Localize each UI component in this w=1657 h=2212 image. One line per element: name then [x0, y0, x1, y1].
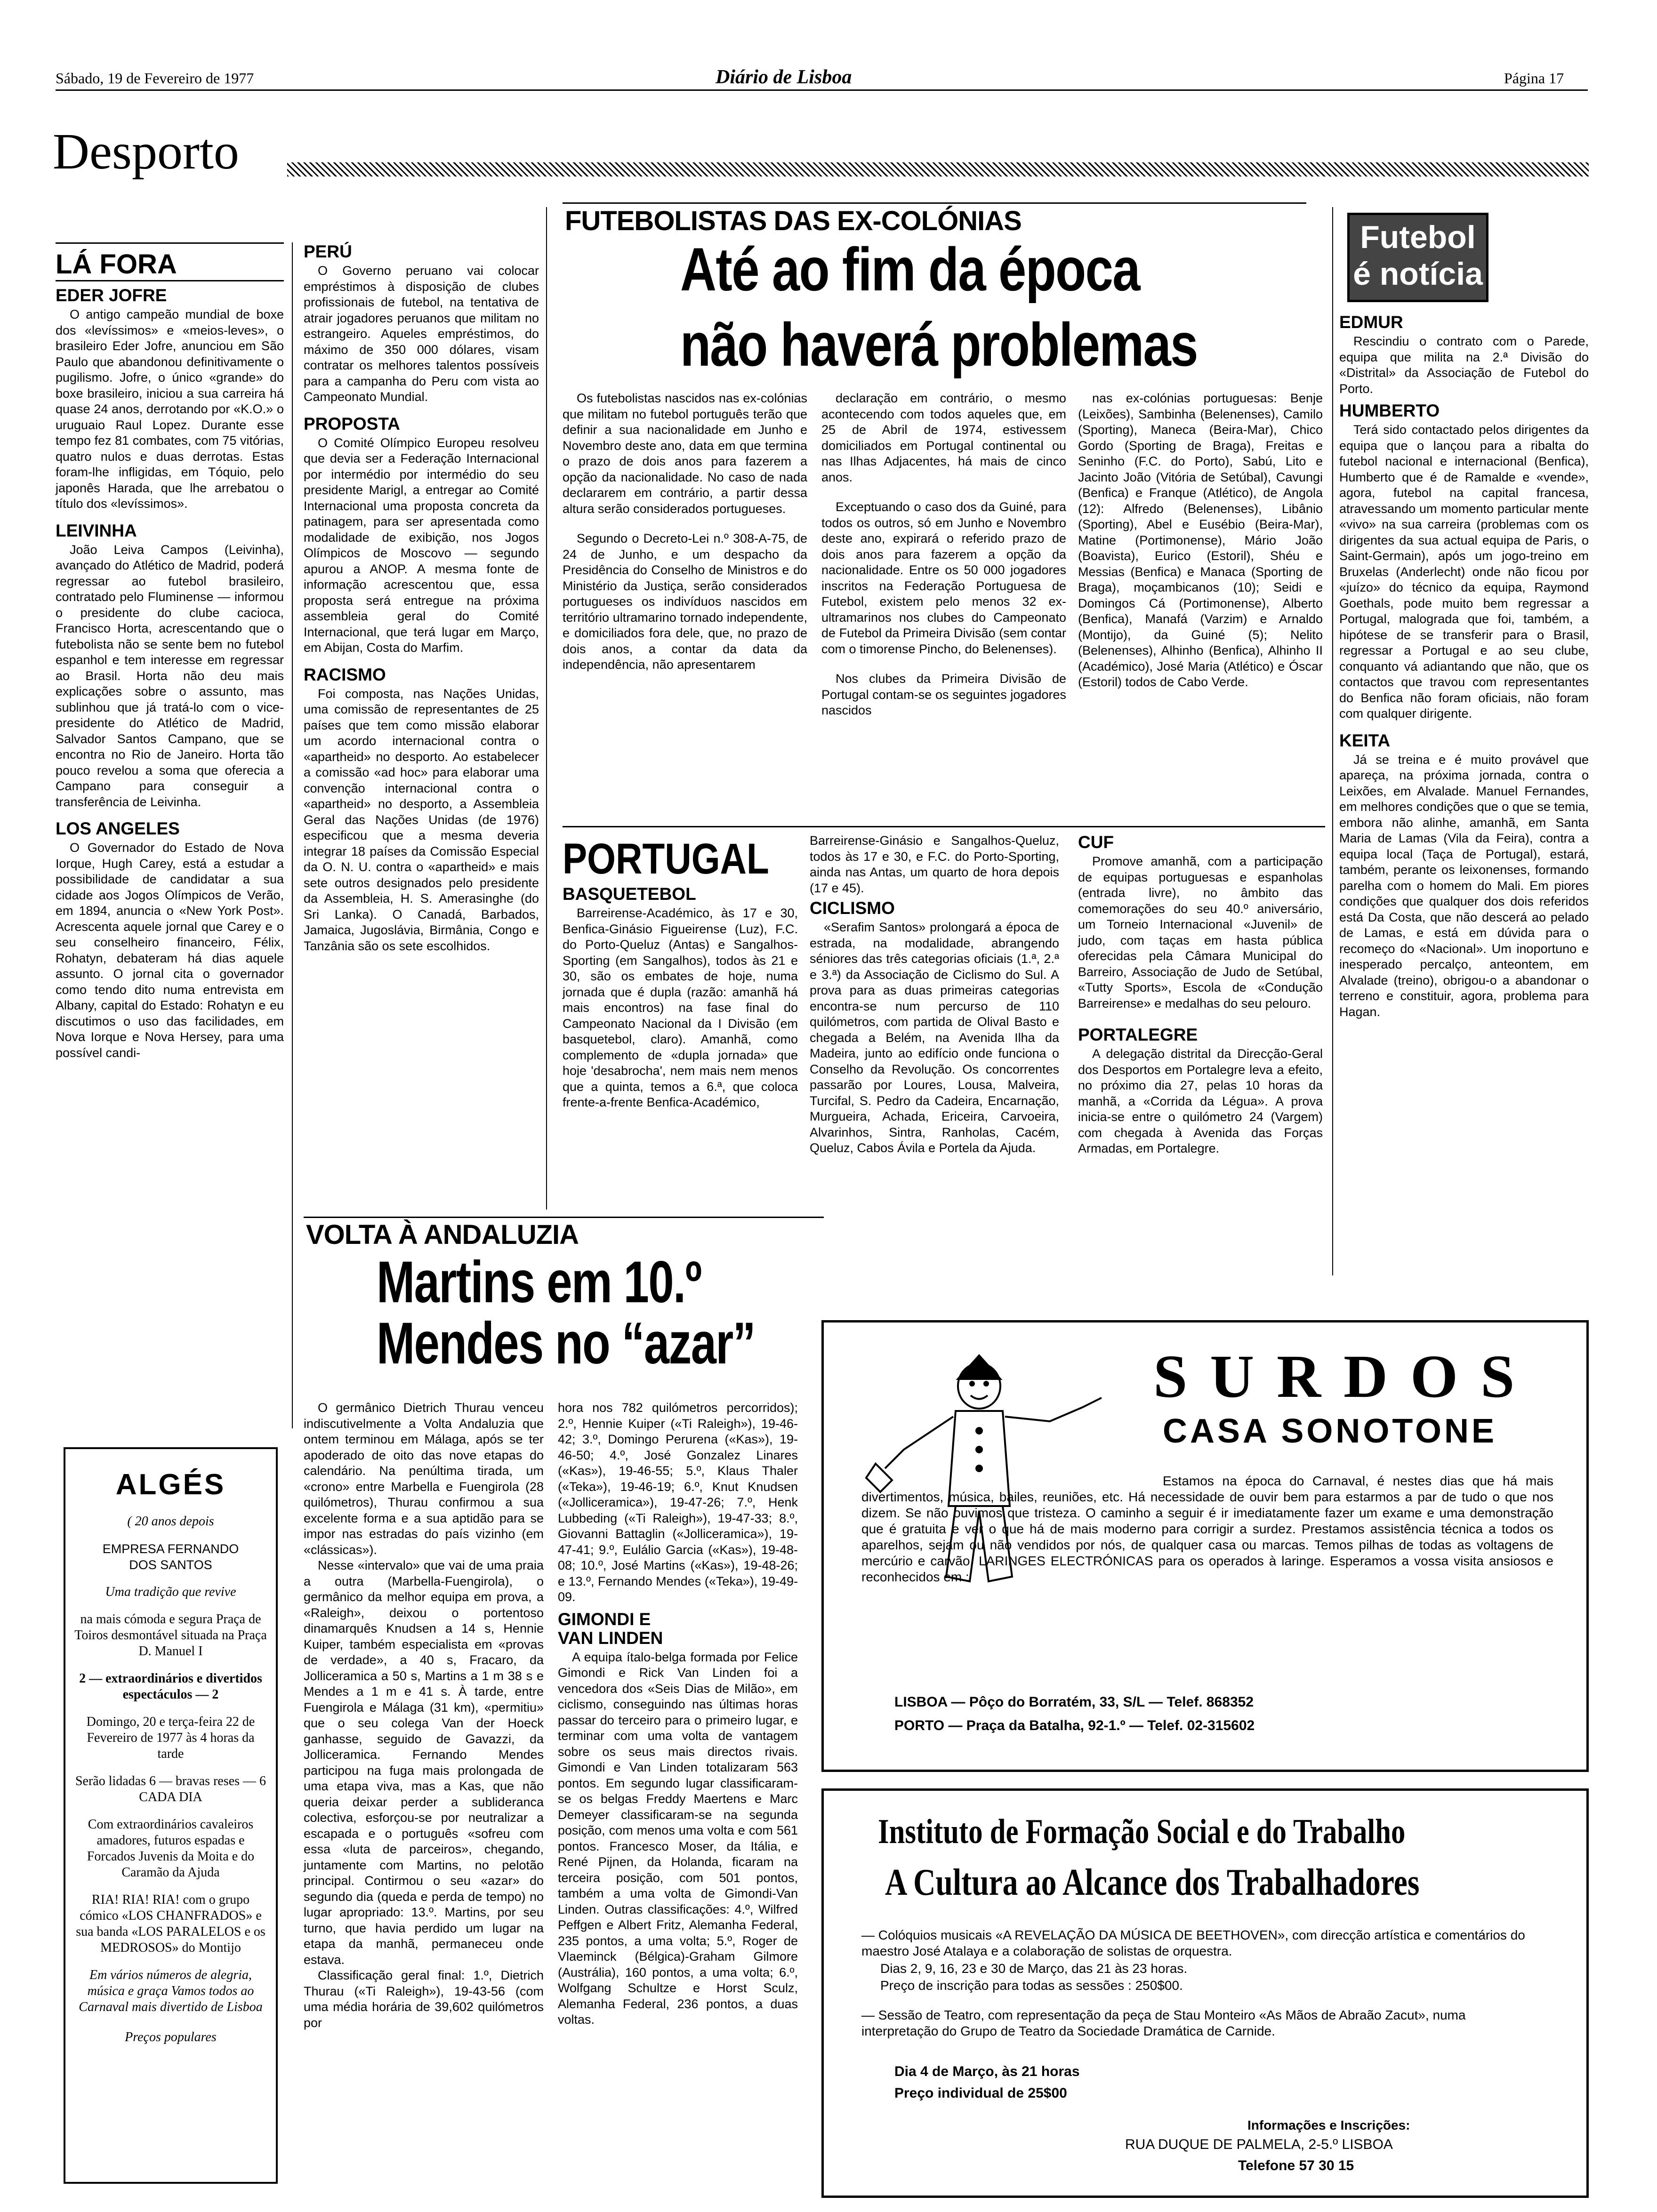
excol-headline-2: não haverá problemas: [680, 310, 1198, 379]
issue-date: Sábado, 19 de Fevereiro de 1977: [56, 70, 254, 87]
angeles-head: LOS ANGELES: [56, 819, 180, 838]
edmur-head: EDMUR: [1339, 313, 1403, 332]
section-hatch: [287, 162, 1589, 176]
eder-body: O antigo campeão mundial de boxe dos «levíssimos» e «meios-leves», o brasileiro Eder Jofre, anunciou em São Paulo que abandonou definitivamente o pugilismo. Jofre, o único «grande» do boxe brasileiro, iniciou a sua carreira há quase 24 anos, derrotando por «K.O.» o uruguaio Raul Lopez. Durante esse tempo fez 81 combates, com 75 vitórias, quatro nulos e duas derrotas. Estas foram-lhe infligidas, em Tóquio, pelo japonês Harada, que lhe arrebatou o título dos «levíssimos».: [56, 307, 284, 511]
proposta-body: O Comité Olímpico Europeu resolveu que devia ser a Federação Internacional por intermédio por intermédio do seu presidente Marigl, a entregar ao Comité Internacional uma proposta concreta da patinagem, para ser apresentada como modalidade de exibição, nos Jogos Olímpicos de Moscovo — segundo apurou a ANOP. A mesma fonte de informação acrescentou que, essa proposta será entregue na próxima assembleia geral do Comité Internacional, que terá lugar em Março, em Abijan, Costa do Marfim.: [304, 435, 539, 655]
alges-praca: na mais cómoda e segura Praça de Toiros desmontável situada na Praça D. Manuel I: [74, 1612, 267, 1659]
alges-anos: ( 20 anos depois: [127, 1514, 214, 1529]
surdos-subtitle: CASA SONOTONE: [1163, 1412, 1497, 1450]
futebol-box-line2: é notícia: [1353, 256, 1483, 292]
andaluzia-col1: O germânico Dietrich Thurau venceu indiscutivelmente a Volta Andaluzia que ontem terminou em Málaga, após se ter apoderado de oito das nove etapas do calendário. Na penúltima tirada, um «crono» entre Marbella e Fuengirola (28 quilómetros), Thurau confirmou a sua excelente forma e a sua aptidão para se impor nas estradas do país vizinho (em «clássicas»). Nesse «intervalo» que vai de uma praia a outra (Marbella-Fuengirola), o germânico da melhor equipa em prova, a «Raleigh», deixou o portentoso dinamarquês Knudsen a 14 s, Hennie Kuiper, também especialista em «provas de verdade», a 40 s, Fracaro, da Jolliceramica a 50 s, Martins a 1 m 38 s e Mendes a 1 m e 41 s. À tarde, entre Fuengirola e Málaga (31 km), «permitiu» que o seu colega Van der Hoeck ganhasse, seguido de Gavazzi, da Jolliceramica. Fernando Mendes participou na fuga mais prolongada de uma etapa viva, mas a Kas, que não queria deixar perder a sublideranca colectiva, esforçou-se por neutralizar a escapada e o português «sofreu com essa «luta de parceiros», chegando, juntamente com Martins, no pelotão principal. Contirmou o seu «azar» do segundo dia (queda e perda de tempo) no lugar apropriado: 13.º. Martins, por seu turno, que havia perdido um lugar na etapa da manhã, permaneceu onde estava. Classificação geral final: 1.º, Dietrich Thurau («Ti Raleigh»), 19-43-56 (com uma média horária de 39,602 quilómetros por: [304, 1401, 544, 2030]
instituto-item2-price: Preço individual de 25$00: [894, 2085, 1067, 2101]
instituto-phone: Telefone 57 30 15: [1238, 2158, 1354, 2173]
section-title: Desporto: [53, 124, 239, 180]
gimondi-body: A equipa ítalo-belga formada por Felice Gimondi e Rick Van Linden foi a vencedora dos «Seis Dias de Milão», em ciclismo, conseguindo nas últimas horas passar do terceiro para o primeiro lugar, e terminar com uma volta de vantagem sobre os seus mais directos rivais. Gimondi e Van Linden totalizaram 563 pontos. Em segundo lugar classificaram-se os belgas Freddy Maertens e Marc Demeyer classificaram-se na segunda posição, com menos uma volta e com 561 pontos. Francesco Moser, da Itália, e René Pijnen, da Holanda, ficaram na terceira posição, com 501 pontos, também a uma volta de Gimondi-Van Linden. Outras classificações: 4.º, Wilfred Peffgen e Albert Fritz, Alemanha Federal, 235 pontos, a uma volta; 5.º, Roger de Vlaeminck (Bélgica)-Graham Gilmore (Austrália), 160 pontos, a uma volta; 6.º, Wolfgang Schultze e Horst Sculz, Alemanha Federal, 236 pontos, a duas voltas.: [558, 1650, 798, 2027]
cuf-head: CUF: [1078, 833, 1114, 852]
portugal-title: PORTUGAL: [563, 835, 769, 883]
angeles-body: O Governador do Estado de Nova Iorque, Hugh Carey, está a estudar a possibilidade de candidatar a sua cidade aos Jogos Olímpicos de Verão, em 1894, anuncia o «New York Post». Acrescenta aquele jornal que Carey e o seu conselheiro financeiro, Félix, Rohatyn, debateram há dias aquele assunto. O jornal cita o governador como tendo dito numa entrevista em Albany, capital do Estado: Rohatyn e eu discutimos o uso das facilidades, em Nova Iorque e Nova Hersey, para uma possível candi-: [56, 841, 284, 1060]
alges-touros: Serão lidadas 6 — bravas reses — 6 CADA DIA: [75, 1774, 266, 1804]
instituto-item2-date: Dia 4 de Março, às 21 horas: [894, 2064, 1080, 2079]
humberto-head: HUMBERTO: [1339, 401, 1440, 420]
portugal-col1: [563, 885, 798, 1111]
racismo-body: Foi composta, nas Nações Unidas, uma comissão de representantes de 25 países que tem como missão elaborar um acordo internacional contra o «apartheid» no desporto. Ao estabelecer a comissão «ad hoc» para elaborar uma convenção internacional contra o «apartheid» no desporto, a Assembleia Geral das Nações Unidas (de 1976) especificou que a mesma deveria integrar 18 países da Comissão Especial da O. N. U. contra o «apartheid» e mais sete outros designados pelo presidente da Assembleia, H. S. Amerasinghe (do Sri Lanka). O Canadá, Barbados, Jamaica, Jugoslávia, Birmânia, Congo e Tanzânia são os sete escolhidos.: [304, 686, 539, 953]
alges-empresa: EMPRESA FERNANDO DOS SANTOS: [102, 1542, 239, 1572]
alges-tradicao: Uma tradição que revive: [105, 1585, 236, 1599]
la-fora-section: [56, 242, 284, 1061]
basquetebol-head: BASQUETEBOL: [563, 884, 696, 904]
instituto-item2: — Sessão de Teatro, com representação da peça de Stau Monteiro «As Mãos de Abraão Zacut», numa interpretação do Grupo de Teatro da Sociedade Dramática de Carnide.: [861, 2008, 1466, 2038]
alges-datas: Domingo, 20 e terça-feira 22 de Fevereiro de 1977 às 4 horas da tarde: [86, 1715, 255, 1761]
excol-col3: nas ex-colónias portuguesas: Benje (Leixões), Sambinha (Belenenses), Camilo (Sporting), Maneca (Beira-Mar), Chico Gordo (Sporting de Braga), Freitas e Seninho (F.C. do Porto), Sabú, Lito e Jacinto João (Vitória de Setúbal), Cavungi (Benfica) e Franque (Atlético), de Angola (12): Alfredo (Belenenses), Libânio (Sporting), Abel e Eusébio (Beira-Mar), Matine (Portimonense), Mário João (Boavista), Eurico (Estoril), Shéu e Messias (Benfica) e Manaca (Sporting de Braga), moçambicanos (10); Seidi e Domingos Cá (Portimonense), Alberto (Benfica), Manafá (Varzim) e Arnaldo (Montijo), da Guiné (5); Nelito (Belenenses), Alhinho (Benfica), Alhinho II (Académico), José Maria (Atlético) e Óscar (Estoril) todos de Cabo Verde.: [1078, 391, 1323, 689]
racismo-head: RACISMO: [304, 665, 386, 684]
peru-body: O Governo peruano vai colocar empréstimos à disposição de clubes profissionais de futebol, na tentativa de atrair jogadores peruanos que militam no estrangeiro. Aqueles empréstimos, do máximo de 350 000 dólares, visam contratar os melhores talentos possíveis para a campanha do Peru com vista ao Campeonato Mundial.: [304, 264, 539, 404]
andaluzia-headline-1: Martins em 10.º: [377, 1250, 701, 1315]
edmur-body: Rescindiu o contrato com o Parede, equipa que milita na 2.ª Divisão do «Distrital» da Associação de Futebol do Porto.: [1339, 334, 1589, 396]
keita-head: KEITA: [1339, 730, 1391, 750]
andaluzia-kicker: VOLTA À ANDALUZIA: [306, 1219, 579, 1250]
instituto-title-2: A Cultura ao Alcance dos Trabalhadores: [885, 1862, 1420, 1903]
andaluzia-col2: [558, 1400, 798, 2028]
surdos-body: Estamos na época do Carnaval, é nestes dias que há mais divertimentos, música, bailes, reuniões, etc. Há necessidade de ouvir bem para estarmos a par de tudo o que nos dizem. Se não ouvimos que tristeza. O caminho a seguir é ir imediatamente fazer um exame e uma demonstração que é gratuita e ver o que há de mais moderno para corrigir a surdez. Prestamos assistência técnica a todos os aparelhos, sejam ou não vendidos por nós, de qualquer casa ou marcas. Temos pilhas de todas as voltagens de mercúrio e carvão. LARINGES ELECTRÓNICAS para os operados à laringe. Esperamos a vossa visita ansiosos e reconhecidos em :: [861, 1474, 1553, 1584]
cuf-body: Promove amanhã, com a participação de equipas portuguesas e espanholas (entrada livre), no âmbito das comemorações do seu 40.º aniversário, um Torneio Internacional «Juvenil» de judo, com taças em hasta pública oferecidas pela Câmara Municipal do Barreiro, Associação de Judo de Setúbal, «Tutty Sports», Escola de «Condução Barreirense» e medalhas do seu pelouro.: [1078, 854, 1323, 1010]
surdos-porto: PORTO — Praça da Batalha, 92-1.º — Telef. 02-315602: [894, 1718, 1255, 1733]
humberto-body: Terá sido contactado pelos dirigentes da equipa que o lançou para a ribalta do futebol nacional e internacional (Benfica), Humberto que é de Ramalde e «vende», agora, futebol na capital francesa, atravessando um momento particular mente «vivo» na sua carreira (problemas com os dirigentes da sua actual equipa de Paris, o Saint-Germain), após um jogo-treino em Bruxelas (Anderlecht) onde não ficou por «juízo» do técnico da equipa, Raymond Goethals, pode muito bem regressar a Portugal, malograda que foi, também, a hipótese de se transferir para o Brasil, regressar a Portugal e ao seu clube, conquanto vá adiantando que não, que os contactos que travou com representantes do Benfica não foram oficiais, não foram com qualquer dirigente.: [1339, 423, 1589, 721]
basquetebol-body: Barreirense-Académico, às 17 e 30, Benfica-Ginásio Figueirense (Luz), F.C. do Porto-Queluz (Antas) e Sangalhos-Sporting (em Sangalhos), todos às 21 e 30, são os embates de hoje, numa jornada que é dupla (razão: amanhã há mais encontros) na fase final do Campeonato Nacional da I Divisão (em basquetebol, claro). Amanhã, como complemento de «dupla jornada» que hoje 'desabrocha', nem mais nem menos que a quinta, temos a 6.ª, que coloca frente-a-frente Benfica-Académico,: [563, 906, 798, 1109]
instituto-info: Informações e Inscrições:: [1247, 2118, 1410, 2132]
proposta-head: PROPOSTA: [304, 414, 400, 433]
instituto-item1-dates: Dias 2, 9, 16, 23 e 30 de Março, das 21 às 23 horas.: [880, 1961, 1188, 1976]
masthead-title: Diário de Lisboa: [716, 66, 852, 88]
ciclismo-body: «Serafim Santos» prolongará a época de estrada, na modalidade, abrangendo séniores das três categorias oficiais (1.ª, 2.ª e 3.ª) da Associação de Ciclismo do Sul. A prova para as duas primeiras categorias encontra-se num percurso de 110 quilómetros, com partida de Olival Basto e chegada a Belém, na Avenida Ilha da Madeira, junto ao edifício onde funciona o Conselho da Revolução. Os concorrentes passarão por Loures, Lousa, Malveira, Turcifal, S. Pedro da Cadeira, Encarnação, Murgueira, Achada, Ericeira, Carvoeira, Alvarinhos, Sintra, Ranholas, Cacém, Queluz, Cabos Ávila e Portela da Ajuda.: [810, 920, 1059, 1155]
keita-body: Já se treina e é muito provável que apareça, na próxima jornada, contra o Leixões, em Alvalade. Manuel Fernandes, em melhores condições que o que se temia, embora não alinhe, amanhã, em Santa Maria de Lamas (Vila da Feira), contra a equipa local (Taça de Portugal), estará, também, perante os leixonenses, formando parelha com o homem do Mali. Em piores condições que qualquer dos dois referidos está Da Costa, que não descerá ao pelado de Lamas, e está em dúvida para o recomeço do «Nacional». Um inoportuno e inesperado percalço, anteontem, em Alvalade (treino), obrigou-o a abandonar o terreno e constituir, agora, problema para Hagan.: [1339, 752, 1589, 1019]
basquetebol-cont: Barreirense-Ginásio e Sangalhos-Queluz, todos às 17 e 30, e F.C. do Porto-Sporting, ainda nas Antas, um quarto de hora depois (17 e 45).: [810, 834, 1059, 895]
leivinha-body: João Leiva Campos (Leivinha), avançado do Atlético de Madrid, poderá regressar ao futebol brasileiro, contratado pelo Fluminense — informou o presidente do clube cacioca, Francisco Horta, acrescentando que o futebolista não se sente bem no futebol espanhol e tem interesse em regressar ao Brasil. Horta não deu mais explicações sobre o assunto, mas sublinhou que já tratá-lo com o vice-presidente do Atlético de Madrid, Salvador Santos Campano, que se encontra no Rio de Janeiro. Horta tão pouco revelou a soma que oferecia a Campano para conseguir a transferência de Leivinha.: [56, 542, 284, 809]
portugal-col2: [810, 833, 1059, 1156]
alges-cavaleiros: Com extraordinários cavaleiros amadores, futuros espadas e Forcados Juvenis da Moita e do Caramão da Ajuda: [87, 1817, 255, 1880]
alges-extra: 2 — extraordinários e divertidos espectáculos — 2: [79, 1671, 262, 1702]
instituto-item1: — Colóquios musicais «A REVELAÇÃO DA MÚSICA DE BEETHOVEN», com direcção artística e comentários do maestro José Atalaya e a colaboração de solistas de orquestra.: [861, 1928, 1525, 1958]
instituto-address: RUA DUQUE DE PALMELA, 2-5.º LISBOA: [1125, 2137, 1393, 2152]
ciclismo-head: CICLISMO: [810, 898, 895, 918]
surdos-ad: [821, 1320, 1589, 1772]
instituto-item1-price: Preço de inscrição para todas as sessões : 250$00.: [880, 1978, 1183, 1993]
portalegre-body: A delegação distrital da Direcção-Geral dos Desportos em Portalegre leva a efeito, no próximo dia 27, pelas 10 horas da manhã, a «Corrida da Légua». A prova inicia-se entre o quilómetro 24 (Vargem) com chegada à Avenida das Forças Armadas, em Portalegre.: [1078, 1047, 1323, 1155]
leivinha-head: LEIVINHA: [56, 521, 137, 540]
instituto-ad: [821, 1788, 1589, 2198]
futebol-section: [1339, 313, 1589, 1020]
portalegre-head: PORTALEGRE: [1078, 1025, 1198, 1044]
peru-head: PERÚ: [304, 242, 352, 261]
surdos-title: SURDOS: [1153, 1343, 1537, 1411]
gimondi-head: GIMONDI E VAN LINDEN: [558, 1609, 663, 1648]
surdos-lisboa: LISBOA — Pôço do Borratém, 33, S/L — Telef. 868352: [894, 1694, 1254, 1710]
col-divider-3: [1332, 207, 1333, 1275]
alges-title: ALGÉS: [115, 1468, 226, 1501]
portugal-col3: [1078, 833, 1323, 1157]
excol-kicker: FUTEBOLISTAS DAS EX-COLÓNIAS: [565, 206, 1022, 236]
andaluzia-headline-2: Mendes no “azar”: [377, 1311, 755, 1376]
la-fora-kicker: LÁ FORA: [56, 249, 177, 280]
excol-col1: Os futebolistas nascidos nas ex-colónias que militam no futebol português terão que definir a sua nacionalidade em Junho e Novembro deste ano, data em que termina o prazo de dois anos para fazerem a opção da nacionalidade. No caso de nada declararem em contrário, a partir dessa altura serão considerados portugueses. Segundo o Decreto-Lei n.º 308-A-75, de 24 de Junho, e um despacho da Presidência do Conselho de Ministros e do Ministério da Justiça, serão considerados portugueses os indivíduos nascidos em território ultramarino tornado independente, e domiciliados fora dele, que, no prazo de dois anos, a contar da data da independência, não apresentarem: [563, 391, 807, 672]
futebol-box-line1: Futebol: [1360, 219, 1476, 255]
alges-ad: [64, 1447, 278, 2184]
classificacao-list: hora nos 782 quilómetros percorridos); 2.º, Hennie Kuiper («Ti Raleigh»), 19-46-42; 3.º, Domingo Perurena («Kas»), 19-46-50; 4.º, José Gonzalez Linares («Kas»), 19-46-55; 5.º, Klaus Thaler («Teka»), 19-46-19; 6.º, Knut Knudsen («Jolliceramica»), 19-47-26; 7.º, Henk Lubbeding («Ti Raleigh»), 19-47-33; 8.º, Giovanni Battaglin («Jolliceramica»), 19-47-41; 9.º, Eulálio Garcia («Kas»), 19-48-08; 10.º, José Martins («Kas»), 19-48-26; e 13.º, Fernando Mendes («Teka»), 19-49-09.: [558, 1401, 798, 1604]
masthead-rule: [56, 89, 1588, 91]
col-divider-2: [546, 207, 547, 1210]
eder-head: EDER JOFRE: [56, 286, 167, 305]
page-number: Página 17: [1504, 70, 1564, 87]
col2-section: [304, 242, 539, 954]
instituto-title-1: Instituto de Formação Social e do Trabalho: [878, 1812, 1406, 1851]
col-divider: [292, 242, 293, 1428]
alges-numeros: Em vários números de alegria, música e graça Vamos todos ao Carnaval mais divertido de Lisboa: [79, 1968, 263, 2014]
alges-precos: Preços populares: [125, 2030, 217, 2044]
excol-col2: declaração em contrário, o mesmo acontecendo com todos aqueles que, em 25 de Abril de 1974, estivessem domiciliados em Portugal continental ou nas Ilhas Adjacentes, há mais de cinco anos. Exceptuando o caso dos da Guiné, para todos os outros, só em Junho e Novembro deste ano, expirará o referido prazo de dois anos para fazerem a opção da nacionalidade. Entre os 50 000 jogadores inscritos na Federação Portuguesa de Futebol, existem pelo menos 32 ex-ultramarinos nos clubes do Campeonato de Futebol da Primeira Divisão (sem contar com o timorense Pincho, do Belenenses). Nos clubes da Primeira Divisão de Portugal contam-se os seguintes jogadores nascidos: [821, 391, 1066, 717]
excol-headline-1: Até ao fim da época: [680, 235, 1140, 304]
futebol-box: [1347, 213, 1488, 302]
alges-ria: RIA! RIA! RIA! com o grupo cómico «LOS CHANFRADOS» e sua banda «LOS PARALELOS e os MEDROSOS» do Montijo: [76, 1892, 265, 1955]
